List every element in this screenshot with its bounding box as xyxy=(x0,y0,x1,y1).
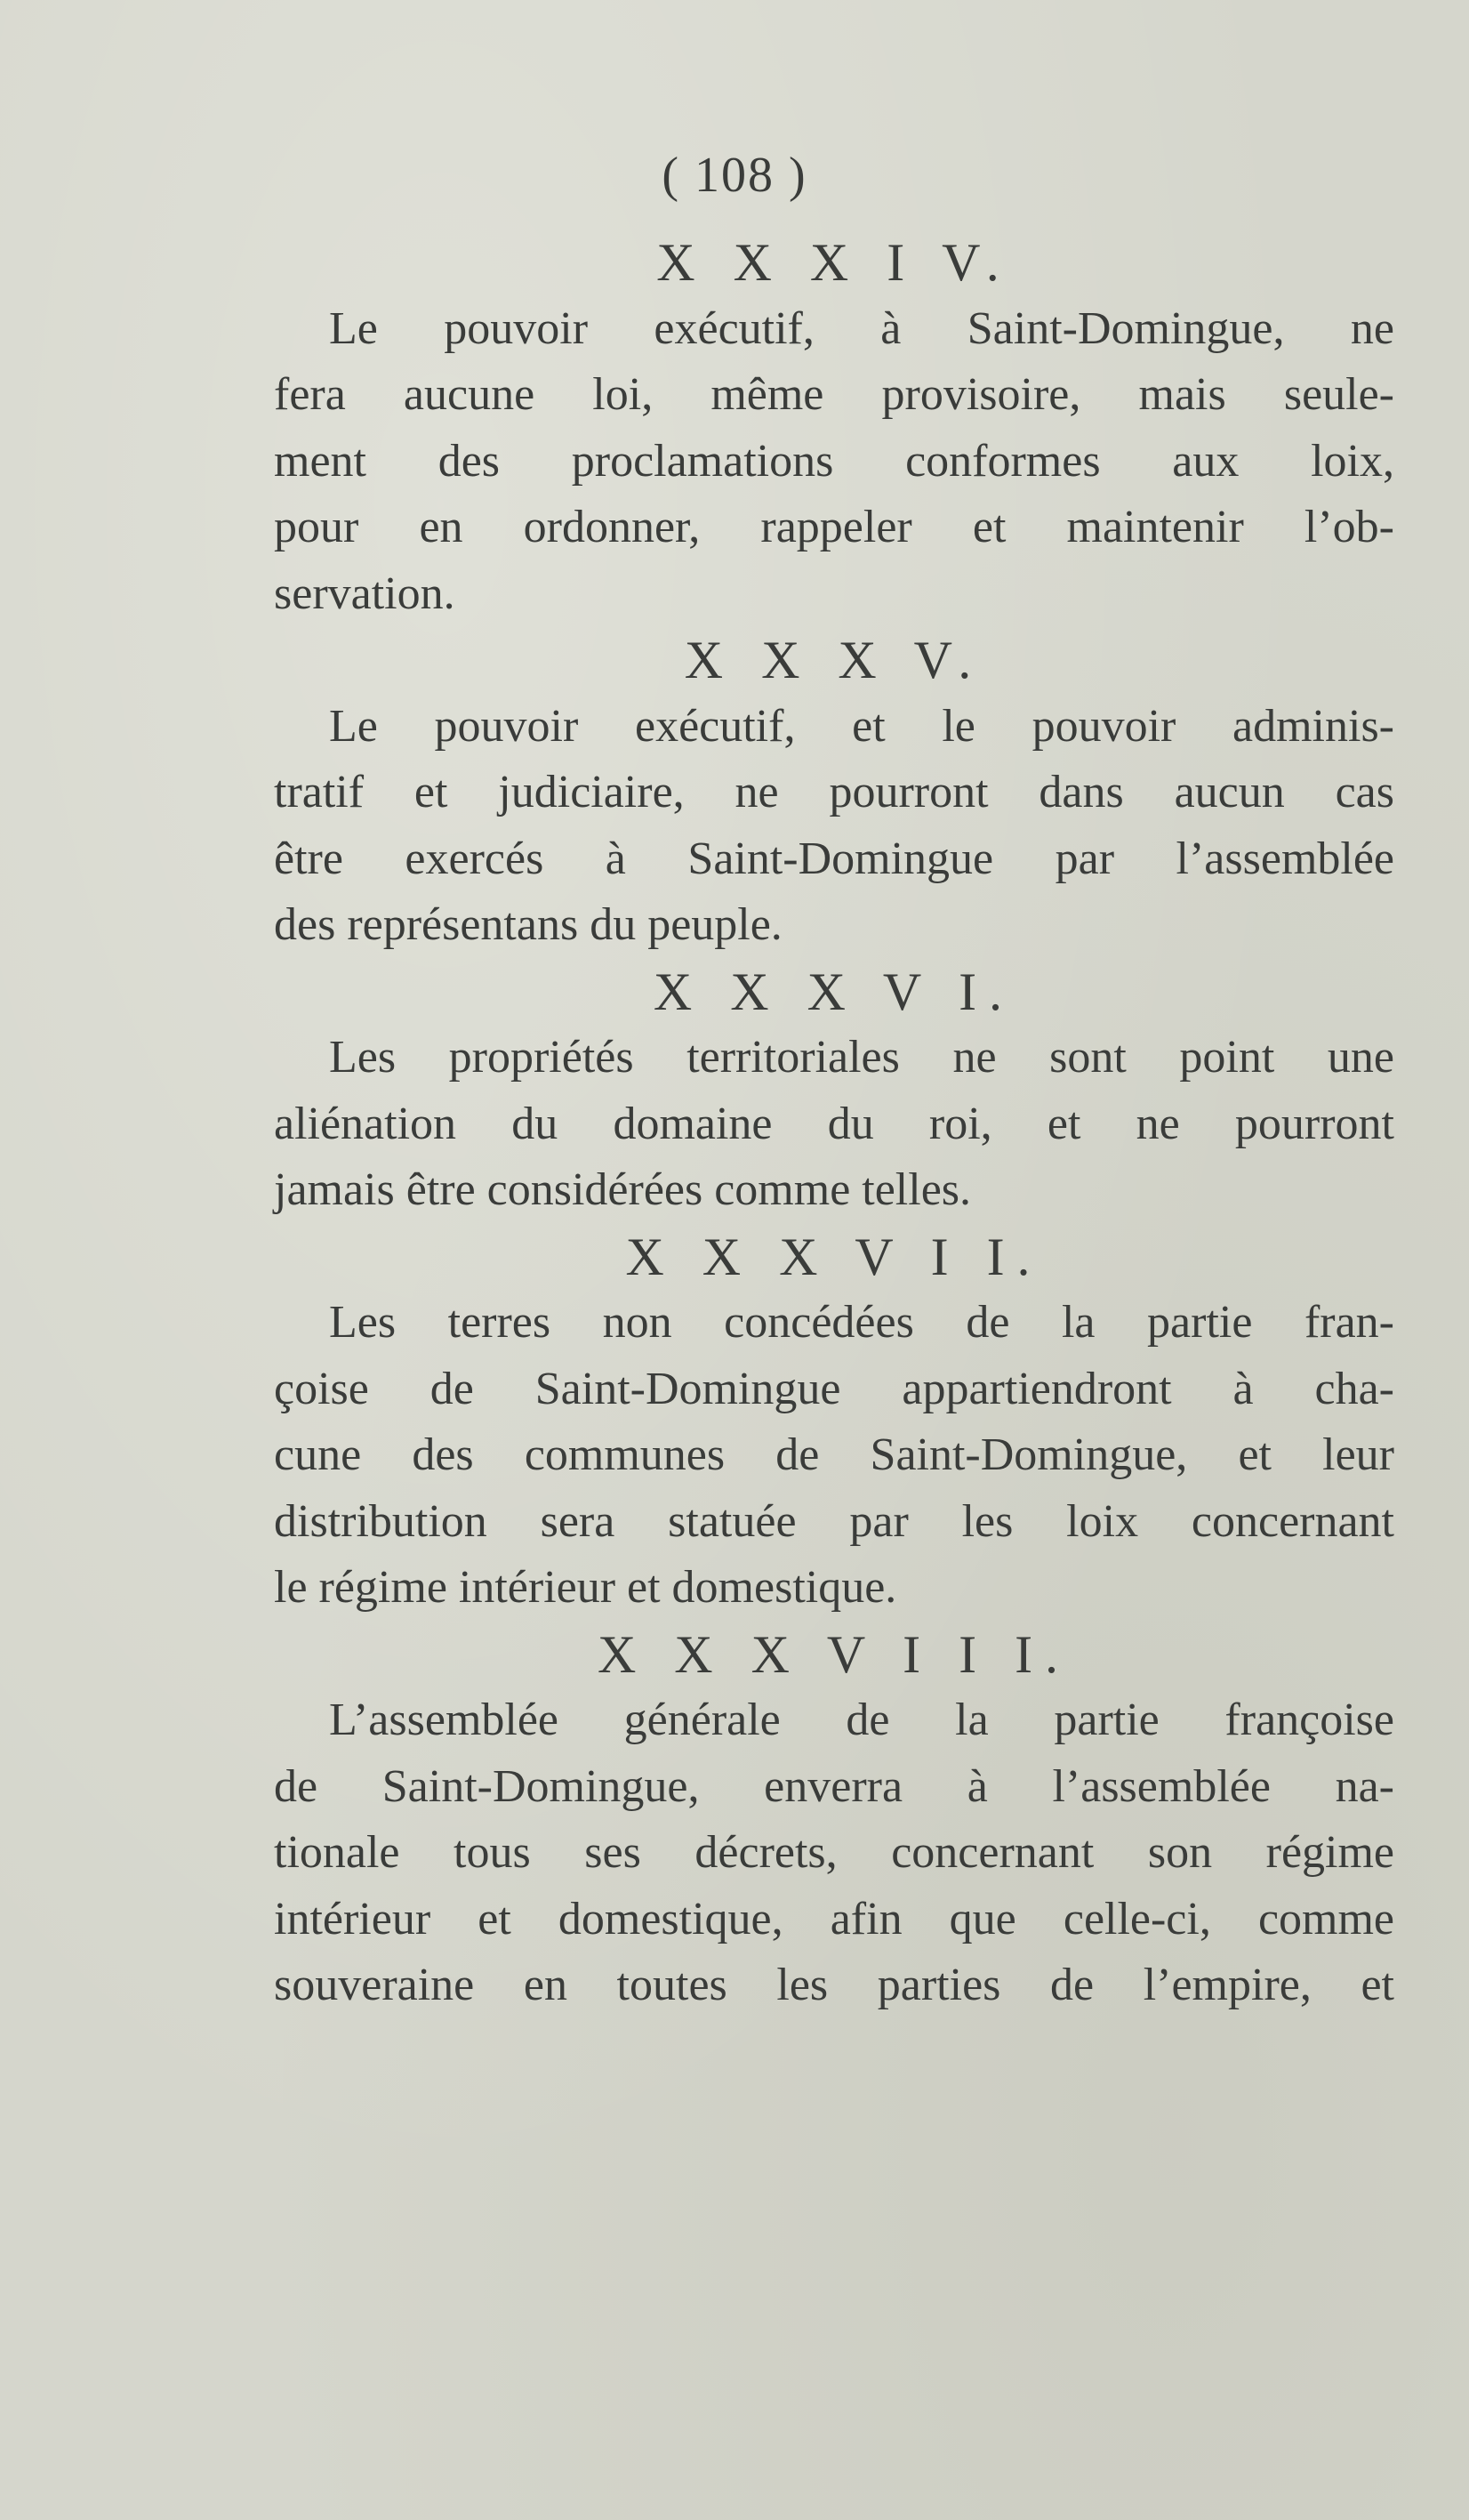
page-number: ( 108 ) xyxy=(662,148,807,203)
text-line: cune des communes de Saint-Domingue, et leur xyxy=(274,1429,1394,1480)
article-37 xyxy=(274,1224,1394,1622)
article-paragraph xyxy=(274,1290,1394,1622)
article-paragraph xyxy=(274,1025,1394,1224)
text-line: de Saint-Domingue, enverra à l’assemblée na- xyxy=(274,1760,1394,1812)
article-paragraph xyxy=(274,694,1394,959)
text-line: jamais être considérées comme telles. xyxy=(274,1164,972,1215)
text-line: fera aucune loi, même provisoire, mais seule- xyxy=(274,369,1394,420)
page-body xyxy=(274,229,1394,2019)
text-line: aliénation du domaine du roi, et ne pourront xyxy=(274,1098,1394,1149)
text-line: L’assemblée générale de la partie françoise xyxy=(329,1695,1394,1745)
article-paragraph xyxy=(274,1687,1394,2019)
article-heading: X X X V I I. xyxy=(625,1227,1043,1286)
text-line: Les propriétés territoriales ne sont point une xyxy=(329,1032,1394,1083)
article-heading: X X X V I. xyxy=(653,962,1015,1021)
article-35 xyxy=(274,627,1394,959)
text-line: des représentans du peuple. xyxy=(274,899,783,950)
article-38 xyxy=(274,1622,1394,2019)
article-paragraph xyxy=(274,296,1394,628)
text-line: tionale tous ses décrets, concernant son régime xyxy=(274,1827,1394,1878)
text-line: le régime intérieur et domestique. xyxy=(274,1562,897,1613)
text-line: distribution sera statuée par les loix concernant xyxy=(274,1495,1394,1547)
text-line: tratif et judiciaire, ne pourront dans aucun cas xyxy=(274,767,1394,817)
text-line: Le pouvoir exécutif, et le pouvoir adminis- xyxy=(329,700,1394,752)
text-line: pour en ordonner, rappeler et maintenir l’ob- xyxy=(274,502,1394,552)
text-line: Le pouvoir exécutif, à Saint-Domingue, ne xyxy=(329,302,1394,354)
article-heading: X X X I V. xyxy=(656,233,1012,292)
text-line: ment des proclamations conformes aux loix, xyxy=(274,435,1394,487)
text-line: çoise de Saint-Domingue appartiendront à cha- xyxy=(274,1363,1394,1414)
article-34 xyxy=(274,229,1394,627)
text-line: servation. xyxy=(274,568,455,619)
article-heading: X X X V I I I. xyxy=(597,1624,1072,1684)
text-line: être exercés à Saint-Domingue par l’assemblée xyxy=(274,833,1394,884)
text-line: intérieur et domestique, afin que celle-ci, comme xyxy=(274,1893,1394,1944)
text-line: Les terres non concédées de la partie fran- xyxy=(329,1297,1394,1348)
article-heading: X X X V. xyxy=(684,631,984,689)
text-line: souveraine en toutes les parties de l’empire, et xyxy=(274,1960,1394,2010)
article-36 xyxy=(274,959,1394,1224)
